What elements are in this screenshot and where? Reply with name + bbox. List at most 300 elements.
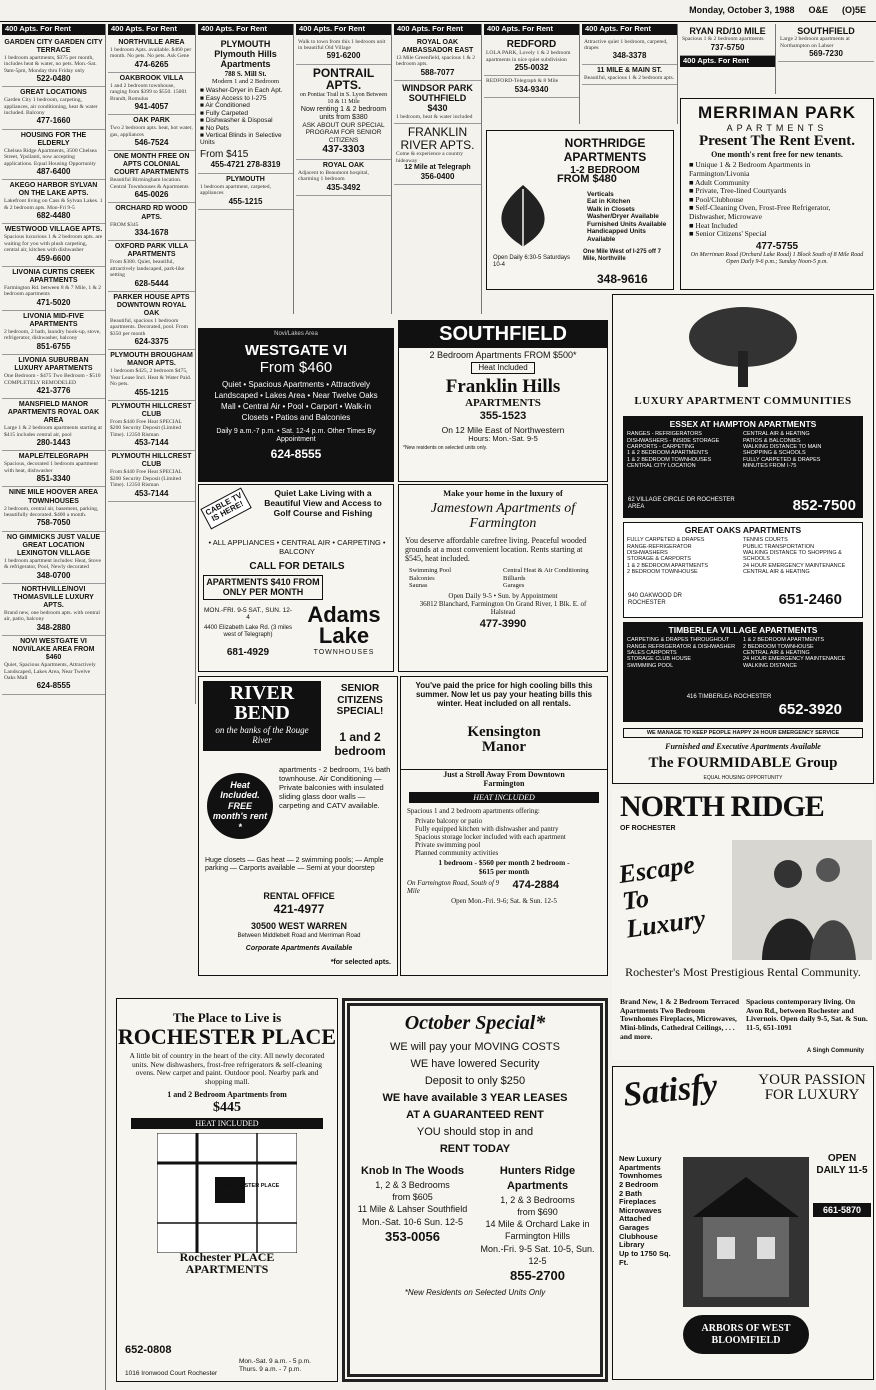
- ad-price: APARTMENTS $410 FROM ONLY PER MONTH: [203, 575, 323, 600]
- ad-hours: Open Mon.-Fri. 9-6; Sat. & Sun. 12-5: [451, 896, 557, 905]
- classified-column-7: [582, 24, 678, 124]
- listing-text: 2 bedroom, central air, basement, parking, beautifully decorated. $400 a month.: [4, 505, 99, 518]
- listing-phone: 348-3378: [612, 51, 647, 61]
- feature-item: 1 & 2 BEDROOM APARTMENTS: [627, 562, 709, 569]
- westgate-vi-ad: [198, 328, 394, 482]
- listing-item: [2, 311, 105, 355]
- ad-subtitle: 2 Bedroom Apartments FROM $500*: [429, 350, 577, 360]
- listing-phone: 534-9340: [514, 84, 549, 94]
- listing-phone: 737-5750: [710, 42, 745, 52]
- listing-phone: 624-8555: [36, 681, 71, 691]
- jamestown-ad: [398, 484, 608, 672]
- heat-banner: HEAT INCLUDED: [131, 1118, 323, 1129]
- ad-address-detail: Between Middlebelt Road and Merriman Road: [237, 933, 361, 939]
- listing-text: Two 2 bedroom apts. heat, hot water, gas, appliances: [110, 125, 193, 138]
- listing-item: [2, 636, 105, 695]
- listing-item: [296, 37, 391, 65]
- listing-title: PARKER HOUSE APTS DOWNTOWN ROYAL OAK: [113, 293, 190, 317]
- listing-text: Spacious 1 & 2 bedroom apartments: [682, 36, 764, 43]
- listing-phone: 851-3340: [36, 474, 71, 484]
- listing-phone: 591-6200: [326, 51, 361, 61]
- listing-title: NOVI WESTGATE VI NOVI/LAKE AREA FROM $460: [12, 637, 95, 662]
- ad-text: Spacious 1 and 2 bedroom apartments offering:: [407, 807, 540, 816]
- feature-item: Washer/Dryer Available: [587, 213, 659, 221]
- feature-item: Attached Garages: [619, 1214, 652, 1232]
- kensington-logo: Kensington Manor: [467, 723, 541, 755]
- special-lines: [350, 1039, 600, 1158]
- feature-item: Clubhouse: [619, 1231, 658, 1241]
- equal-housing-label: EQUAL HOUSING OPPORTUNITY: [703, 775, 783, 782]
- ad-footnote: *for selected apts.: [330, 959, 391, 966]
- feature-item: ■ Unique 1 & 2 Bedroom Apartments in Farmington/Livonia: [689, 161, 865, 178]
- ad-footnote: *New Residents on Selected Units Only: [404, 1288, 546, 1298]
- knob-in-the-woods: [350, 1164, 475, 1284]
- feature-item: Saunas: [409, 582, 428, 590]
- feature-item: ■ Pool/Clubhouse: [689, 196, 865, 205]
- feature-item: SALES CARPORTS: [627, 650, 677, 657]
- adams-lake-ad: [198, 484, 394, 672]
- listing-phone: 455-1215: [228, 196, 263, 206]
- ad-label: Novi/Lakes Area: [274, 331, 318, 337]
- northridge-apartments-ad: [486, 130, 674, 290]
- listing-title: RYAN RD/10 MILE: [689, 26, 766, 36]
- feature-list: [399, 565, 607, 591]
- listing-text: Large 2 bedroom apartments at Northampton on Lahser: [780, 36, 850, 49]
- listing-item: [108, 350, 195, 401]
- kensington-manor-ad: [400, 676, 608, 976]
- special-line: WE have available 3 YEAR LEASES: [382, 1092, 568, 1105]
- community-phone: 353-0056: [385, 1228, 440, 1244]
- listing-title: MANSFIELD MANOR APARTMENTS ROYAL OAK AREA: [7, 401, 100, 425]
- listing-title: WINDSOR PARK SOUTHFIELD: [402, 82, 473, 104]
- community-location: 11 Mile & Lahser Southfield: [357, 1204, 468, 1215]
- adams-lake-logo: Adams Lake: [307, 602, 381, 648]
- listing-item: [108, 73, 195, 116]
- feature-item: ■ Self-Cleaning Oven, Frost-Free Refrigerator, Dishwasher, Microwave: [689, 204, 865, 221]
- listing-item: [2, 130, 105, 181]
- listing-item: [778, 24, 874, 62]
- listing-title: NINE MILE HOOVER AREA TOWNHOUSES: [8, 489, 99, 505]
- river-bend-header: [203, 681, 321, 751]
- listing-phone: 487-6400: [36, 167, 71, 177]
- listing-phone: 851-6755: [36, 341, 71, 351]
- listing-item: [582, 65, 677, 85]
- timberlea-features: [627, 637, 859, 669]
- listing-location: on Pontiac Trail in S. Lyon Between 10 & 11 Mile: [299, 91, 388, 105]
- listing-item: [2, 532, 105, 584]
- feature-item: CENTRAL AIR & HEATING: [743, 650, 810, 657]
- franklin-river-ad: [394, 124, 481, 185]
- heat-badge: Heat Included: [471, 362, 534, 373]
- listing-title: NORTHVILLE AREA: [118, 38, 185, 46]
- listing-item: [2, 267, 105, 311]
- ad-open: OPEN DAILY 11-5: [816, 1153, 868, 1176]
- listing-phone: 348-0700: [36, 570, 71, 580]
- feature-item: Fireplaces: [619, 1197, 657, 1207]
- ad-prices: 1 bedroom - $560 per month 2 bedroom - $615 per month: [438, 858, 570, 877]
- listing-phone: 682-4480: [36, 211, 71, 221]
- feature-item: STORAGE CLUB HOUSE: [627, 656, 692, 663]
- feature-item: ■ Heat Included: [689, 222, 865, 231]
- listing-text: Chelsea Ridge Apartments, 3500 Chelsea Street, Ypsilanti, now accepting applications. Equal Housing Opportunity: [4, 147, 97, 167]
- ad-subtitle: APARTMENTS: [726, 122, 828, 133]
- ad-brand: A Singh Community: [806, 1048, 864, 1054]
- ad-price: From $460: [259, 359, 333, 377]
- community-price: from $690: [517, 1207, 558, 1218]
- feature-item: PUBLIC TRANSPORTATION: [743, 543, 815, 550]
- listing-text: 13 Mile Greenfield, spacious 1 & 2 bedroom apts.: [396, 54, 476, 68]
- listing-phone: 624-3375: [134, 337, 169, 347]
- listing-text: From $440 Free Heat SPECIAL $200 Security Deposit (Limited Time). 12350 Risman: [110, 418, 182, 438]
- listing-title: NORTHVILLE/NOVI THOMASVILLE LUXURY APTS.: [13, 585, 94, 609]
- feature-item: Up to 1750 Sq. Ft.: [619, 1248, 671, 1267]
- listing-phone: 588-7077: [420, 67, 455, 77]
- listing-title: NO GIMMICKS JUST VALUE GREAT LOCATION LEXINGTON VILLAGE: [6, 533, 101, 557]
- listing-title: PONTRAIL APTS.: [312, 65, 375, 93]
- special-line: WE will pay your MOVING COSTS: [390, 1041, 560, 1053]
- listing-phone: 421-3776: [36, 386, 71, 396]
- ad-title: Rochester's Most Prestigious Rental Community.: [625, 965, 861, 979]
- listing-item: [582, 37, 677, 65]
- classified-column-9: [778, 24, 874, 94]
- ad-script: Satisfy: [621, 1067, 720, 1114]
- tree-icon: [683, 301, 803, 391]
- merriman-park-ad: [680, 98, 874, 290]
- community-name: Knob In The Woods: [360, 1165, 465, 1178]
- ad-left-text: Brand New, 1 & 2 Bedroom Terraced Apartments Two Bedroom Townhomes Fireplaces, Microwaves, Mini-blinds, Cathedral Ceilings, . . . and more.: [620, 997, 740, 1041]
- rochester-place-logo: Rochester PLACE APARTMENTS: [179, 1250, 275, 1277]
- community-name: Hunters Ridge Apartments: [499, 1165, 576, 1193]
- listing-title: PLYMOUTH BROUGHAM MANOR APTS.: [110, 352, 193, 368]
- feature-item: ■ Washer-Dryer in Each Apt.: [200, 87, 291, 94]
- feature-item: 2 BEDROOM TOWNHOUSE: [627, 568, 698, 575]
- ad-hours: Open Daily 6:30-5 Saturdays 10-4: [493, 255, 571, 268]
- feature-item: Eat in Kitchen: [587, 198, 631, 206]
- listing-list: [108, 37, 195, 502]
- ad-title: YOUR PASSION FOR LUXURY: [758, 1072, 866, 1103]
- listing-phone: 455-1215: [134, 387, 169, 397]
- listing-text: 1 bedroom $425, 2 bedroom $475, Year Lease Incl. Heat & Water Paid. No pets.: [110, 368, 192, 388]
- ad-extras: Huge closets — Gas heat — 2 swimming pools; — Ample parking — Carports available — Semi at your doorstep: [205, 857, 384, 873]
- listing-text: 1 bedroom apartment includes: Heat, Stove & refrigerator, Pool, Newly decorated: [4, 557, 101, 571]
- pontrail-ad: [296, 65, 391, 160]
- listing-phone: 477-1660: [36, 116, 71, 126]
- north-ridge-logo: NORTH RIDGE: [620, 790, 824, 823]
- listing-item: [108, 292, 195, 351]
- listing-item: [2, 355, 105, 399]
- listing-phone: 348-2880: [36, 622, 71, 632]
- feature-item: ■ No Pets: [200, 125, 291, 132]
- great-oaks-phone: 651-2460: [778, 591, 842, 609]
- column-heading: 400 Apts. For Rent: [484, 24, 579, 35]
- feature-list: [587, 191, 671, 243]
- map-label: ROCHESTER PLACE: [224, 1182, 280, 1189]
- ad-phone: 474-2884: [512, 878, 559, 891]
- feature-item: 2 Bath: [619, 1188, 642, 1198]
- ad-title: You've paid the price for high cooling bills this summer. Now let us pay your heating bills this winter. Heat included on all rentals.: [415, 681, 593, 709]
- feature-item: FULLY CARPETED & DRAPES: [743, 456, 821, 463]
- listing-title: HOUSING FOR THE ELDERLY: [20, 131, 87, 147]
- ad-hours: Open Daily 9-5 • Sun. by Appointment: [448, 591, 558, 600]
- october-special-ad: [342, 998, 608, 1382]
- listing-text: 1 bedroom, heat & water included: [396, 113, 473, 120]
- listing-title: MAPLE/TELEGRAPH: [18, 453, 89, 461]
- feature-item: RANGES - REFRIGERATORS: [627, 431, 702, 438]
- feature-item: CENTRAL CITY LOCATION: [627, 462, 696, 469]
- heat-badge-wrap: [399, 360, 607, 375]
- listing-title: ORCHARD RD WOOD APTS.: [115, 205, 188, 221]
- listing-text: Beautiful, spacious 1 & 2 bedroom apts.: [584, 74, 675, 81]
- listing-item: [108, 37, 195, 73]
- listing-item: [296, 160, 391, 196]
- listing-text: Large 1 & 2 bedroom apartments starting at $415 includes central air, pool: [4, 425, 102, 438]
- listing-item: [2, 399, 105, 451]
- ad-title: LUXURY APARTMENT COMMUNITIES: [634, 395, 852, 407]
- ad-title: SOUTHFIELD: [399, 321, 607, 348]
- listing-item: [108, 115, 195, 151]
- ad-footnote: *New residents on selected units only.: [403, 445, 488, 452]
- listing-phone: 546-7524: [134, 138, 169, 148]
- ad-location: On 12 Mile East of Northwestern: [441, 424, 565, 435]
- listing-phone: 645-0026: [134, 190, 169, 200]
- feature-item: Fully equipped kitchen with dishwasher and pantry: [415, 825, 559, 834]
- cable-tv-badge: CABLE TV IS HERE!: [200, 488, 251, 530]
- north-ridge-rochester-ad: [612, 790, 874, 1060]
- listing-text: From $440 Free Heat SPECIAL $200 Security Deposit (Limited Time). 12350 Risman: [110, 469, 182, 489]
- feature-item: Verticals: [587, 191, 614, 198]
- location-map: [157, 1133, 297, 1253]
- ad-phone: 355-1523: [479, 410, 527, 423]
- classified-column-4: [296, 24, 392, 314]
- ad-hours: MON.-FRI. 9-5 SAT., SUN. 12-4: [203, 607, 292, 622]
- ad-subtitle: 1-2 BEDROOM: [570, 164, 640, 176]
- column-heading: 400 Apts. For Rent: [2, 24, 105, 35]
- column-heading: 400 Apts. For Rent: [198, 24, 293, 35]
- column-heading: 400 Apts. For Rent: [394, 24, 481, 35]
- listing-text: Spacious luxurious 1 & 2 bedroom apts. are waiting for you with plush carpeting, central air, kitchen with dishwasher: [4, 234, 103, 254]
- listing-item: [484, 76, 579, 98]
- feature-item: ■ Senior Citizens' Special: [689, 230, 865, 239]
- listing-phone: 522-0480: [36, 73, 71, 83]
- listing-title: GREAT LOCATIONS: [20, 89, 87, 97]
- listing-text: Farmington Rd. between 8 & 7 Mile, 1 & 2 bedroom apartments: [4, 284, 102, 298]
- senior-special: SENIOR CITIZENS SPECIAL!: [336, 683, 384, 717]
- ad-location: On Merriman Road (Orchard Lake Road) 1 Block South of 8 Mile Road: [690, 252, 864, 259]
- ad-script: Escape To Luxury: [616, 849, 707, 944]
- feature-item: Microwaves: [619, 1205, 662, 1215]
- ad-subtitle: Furnished and Executive Apartments Available: [665, 741, 821, 751]
- essex-ad: [623, 416, 863, 518]
- column-heading: 400 Apts. For Rent: [108, 24, 195, 35]
- listing-text: Adjacent to Beaumont hospital, charming 1 bedroom: [298, 169, 369, 183]
- ad-headline: Present The Rent Event.: [698, 132, 856, 149]
- listing-item: [2, 584, 105, 636]
- listing-item: [2, 37, 105, 88]
- listing-phone: 455-4721 278-8319: [210, 160, 281, 170]
- ad-corporate: Corporate Apartments Available: [245, 945, 353, 952]
- listing-title: AKEGO HARBOR SYLVAN ON THE LAKE APTS.: [9, 182, 98, 198]
- listing-text: Brand new, one bedroom apts. with central air, patio, balcony: [4, 609, 100, 623]
- ad-price: FROM $480: [557, 173, 617, 185]
- listing-phone: 453-7144: [134, 488, 169, 498]
- feature-item: 24 HOUR EMERGENCY MAINTENANCE: [743, 562, 846, 569]
- fourmidable-ad: [612, 294, 874, 784]
- listing-phone: 758-7050: [36, 518, 71, 528]
- special-line: RENT TODAY: [439, 1143, 511, 1156]
- feature-item: ■ Vertical Blinds in Selective Units: [200, 132, 291, 147]
- listing-phone: 334-1678: [134, 227, 169, 237]
- listing-item: [198, 174, 293, 210]
- river-bend-ad: [198, 676, 398, 976]
- feature-item: DISHWASHERS - INSIDE STORAGE: [627, 437, 720, 444]
- plymouth-hills-ad: [198, 37, 293, 174]
- community-beds: 1, 2 & 3 Bedrooms: [500, 1195, 575, 1206]
- listing-text: One Bedroom - $475 Two Bedroom - $510 COMPLETELY REMODELED: [4, 373, 101, 386]
- ad-call: CALL FOR DETAILS: [249, 561, 345, 572]
- feature-item: ■ Dishwasher & Disposal: [200, 117, 291, 124]
- feature-item: Walk in Closets: [587, 205, 635, 213]
- great-oaks-ad: [623, 522, 863, 618]
- feature-item: Private balcony or patio: [415, 817, 483, 826]
- listing-title: ONE MONTH FREE ON APTS COLONIAL COURT APARTMENTS: [113, 153, 190, 177]
- listing-phone: 941-4057: [134, 102, 169, 112]
- listing-price: $430: [427, 103, 448, 114]
- ad-name: Franklin Hills: [445, 375, 561, 397]
- listing-text: Beautiful Birmingham location. Central Townhouses & Apartments: [110, 177, 189, 190]
- ad-hours: Mon.-Sat. 9 a.m. - 5 p.m. Thurs. 9 a.m. - 7 p.m.: [239, 1358, 311, 1373]
- feature-item: Handicapped Units Available: [587, 228, 646, 243]
- listing-title: OAKBROOK VILLA: [119, 74, 184, 82]
- listing-phone: 437-3303: [322, 144, 365, 156]
- listing-phone: 453-7144: [134, 438, 169, 448]
- listing-phone: 474-6265: [134, 59, 169, 69]
- listing-item: [2, 224, 105, 267]
- great-oaks-title: GREAT OAKS APARTMENTS: [684, 524, 802, 535]
- ad-phone: 421-4977: [273, 902, 325, 916]
- listing-phone: 459-6600: [36, 253, 71, 263]
- listing-title: LIVONIA CURTIS CREEK APARTMENTS: [12, 268, 95, 284]
- timberlea-title: TIMBERLEA VILLAGE APARTMENTS: [668, 624, 818, 635]
- classified-column-1: [2, 24, 106, 1390]
- feature-item: ■ Private, Tree-lined Courtyards: [689, 187, 865, 196]
- ad-title: NORTHRIDGE APARTMENTS: [563, 136, 647, 164]
- column-heading: 400 Apts. For Rent: [582, 24, 677, 35]
- listing-text: Lakefront living on Cass & Sylvan Lakes. 1 & 2 bedroom apts. Mon-Fri 9-5: [4, 198, 103, 211]
- feature-item: Library: [619, 1240, 645, 1250]
- listing-phone: 356-0400: [420, 172, 455, 182]
- ad-title: October Special*: [404, 1012, 546, 1034]
- essex-features: [627, 431, 859, 469]
- hunters-ridge: [475, 1164, 600, 1284]
- feature-item: Planned community activities: [415, 849, 499, 858]
- listing-title: LIVONIA SUBURBAN LUXURY APARTMENTS: [14, 357, 93, 373]
- listing-title: PLYMOUTH Plymouth Hills Apartments: [214, 38, 277, 70]
- page-date: Monday, October 3, 1988: [689, 5, 795, 16]
- townhome-photo: [683, 1157, 809, 1307]
- ad-name: Jamestown Apartments of Farmington: [430, 500, 576, 532]
- listing-title: PLYMOUTH HILLCREST CLUB: [111, 453, 192, 469]
- essex-address: 62 VILLAGE CIRCLE DR ROCHESTER AREA: [628, 496, 735, 510]
- feature-item: Furnished Units Available: [587, 220, 667, 228]
- listing-item: [2, 180, 105, 224]
- ad-phone: 348-9616: [597, 272, 648, 286]
- listing-address: 788 S. Mill St.: [224, 69, 267, 78]
- ad-location: One Mile West of I-275 off 7 Mile, Northville: [583, 249, 661, 262]
- community-hours: Mon.-Sat. 10-6 Sun. 12-5: [361, 1216, 464, 1227]
- listing-phone: 435-3492: [326, 182, 361, 192]
- ad-address: 1016 Ironwood Court Rochester: [125, 1369, 218, 1377]
- feature-item: 2 Bedroom: [619, 1179, 659, 1189]
- listing-item: [2, 451, 105, 487]
- feature-item: Central Heat & Air Conditioning: [503, 567, 589, 575]
- listing-text: Modern 1 and 2 Bedroom: [211, 77, 280, 85]
- feature-item: Swimming Pool: [409, 567, 452, 575]
- listing-list: [2, 37, 105, 695]
- ad-phone: 661-5870: [813, 1203, 871, 1217]
- ad-tagline: One month's rent free for new tenants.: [711, 150, 843, 160]
- ad-address: 36812 Blanchard, Farmington On Grand River, 1 Blk. E. of Halstead: [419, 599, 587, 616]
- essex-phone: 852-7500: [792, 497, 856, 515]
- classified-column-2: [108, 24, 196, 704]
- ad-price: $445: [213, 1099, 241, 1115]
- ad-title: Make your home in the luxury of: [443, 488, 563, 498]
- column-heading: 400 Apts. For Rent: [296, 24, 391, 35]
- listing-phone: 628-5444: [134, 278, 169, 288]
- listing-title: LIVONIA MID-FIVE APARTMENTS: [23, 312, 84, 329]
- listing-text: 1 bedroom apartments, $375 per month, includes heat & water, no pets. Mon.-Sat. 9am-5pm, Monday thru Friday only: [4, 54, 97, 74]
- listing-title: WESTWOOD VILLAGE APTS.: [4, 226, 103, 234]
- community-price: from $605: [392, 1192, 433, 1203]
- communities: [350, 1164, 600, 1284]
- listing-phone: 280-1443: [36, 438, 71, 448]
- listing-item: [2, 487, 105, 531]
- ad-right-text: Spacious contemporary living. On Avon Rd., between Rochester and Livernois. Open daily 9-5, Sat. & Sun. 11-5, 651-1091: [746, 997, 868, 1032]
- listing-price: Now renting 1 & 2 bedroom units from $380: [300, 105, 387, 121]
- ad-phone: 477-5755: [755, 240, 799, 252]
- page-header: [0, 0, 876, 22]
- feature-item: MINUTES FROM I-75: [743, 462, 797, 469]
- listing-text: 1 and 2 bedroom townhouse, ranging from $399 to $550. 15001 Brandt, Romulus: [110, 82, 188, 102]
- great-oaks-features: [627, 537, 859, 575]
- listing-item: [680, 24, 775, 56]
- feature-item: PATIOS & BALCONIES: [743, 437, 801, 444]
- free-rent-badge: Heat Included. FREE month's rent *: [207, 773, 273, 839]
- listing-title: PLYMOUTH: [226, 175, 265, 183]
- ad-title: MERRIMAN PARK: [697, 103, 857, 122]
- feature-item: New Luxury Apartments Townhomes: [619, 1154, 663, 1181]
- feature-item: 1 & 2 BEDROOM APARTMENTS: [743, 637, 825, 644]
- franklin-hills-ad: [398, 320, 608, 482]
- feature-item: STORAGE & CARPORTS: [627, 556, 691, 563]
- feature-list: [619, 1155, 681, 1267]
- listing-text: 1 bedroom Apts. available. $460 per month. No pets. No pets. Ask Gene: [110, 46, 192, 60]
- feature-item: 1 & 2 BEDROOM APARTMENTS: [627, 450, 709, 457]
- special-line: WE have lowered Security: [410, 1058, 540, 1071]
- ad-subtitle: on the banks of the Rouge River: [215, 725, 309, 746]
- ad-title: RIVER BEND: [229, 682, 295, 724]
- feature-item: ■ Air Conditioned: [200, 102, 291, 109]
- feature-list: [681, 159, 873, 241]
- listing-title: OXFORD PARK VILLA APARTMENTS: [114, 243, 189, 259]
- classified-column-5: [394, 24, 482, 314]
- listing-text: From $380. Quiet, beautiful, attractively landscaped, park-like setting: [110, 259, 185, 279]
- feature-item: WALKING DISTANCE TO MAIN: [743, 444, 822, 451]
- leaf-icon: [493, 181, 553, 251]
- listing-text: 2 bedroom, 2 bath, laundry hook-up, stove, refrigerator, dishwasher, balcony: [4, 329, 101, 342]
- ad-address: 4400 Elizabeth Lake Rd. (3 miles west of Telegraph): [203, 625, 293, 638]
- ad-deal: 1 and 2 Bedroom Apartments from: [167, 1090, 287, 1100]
- ad-address: 30500 WEST WARREN: [250, 921, 348, 931]
